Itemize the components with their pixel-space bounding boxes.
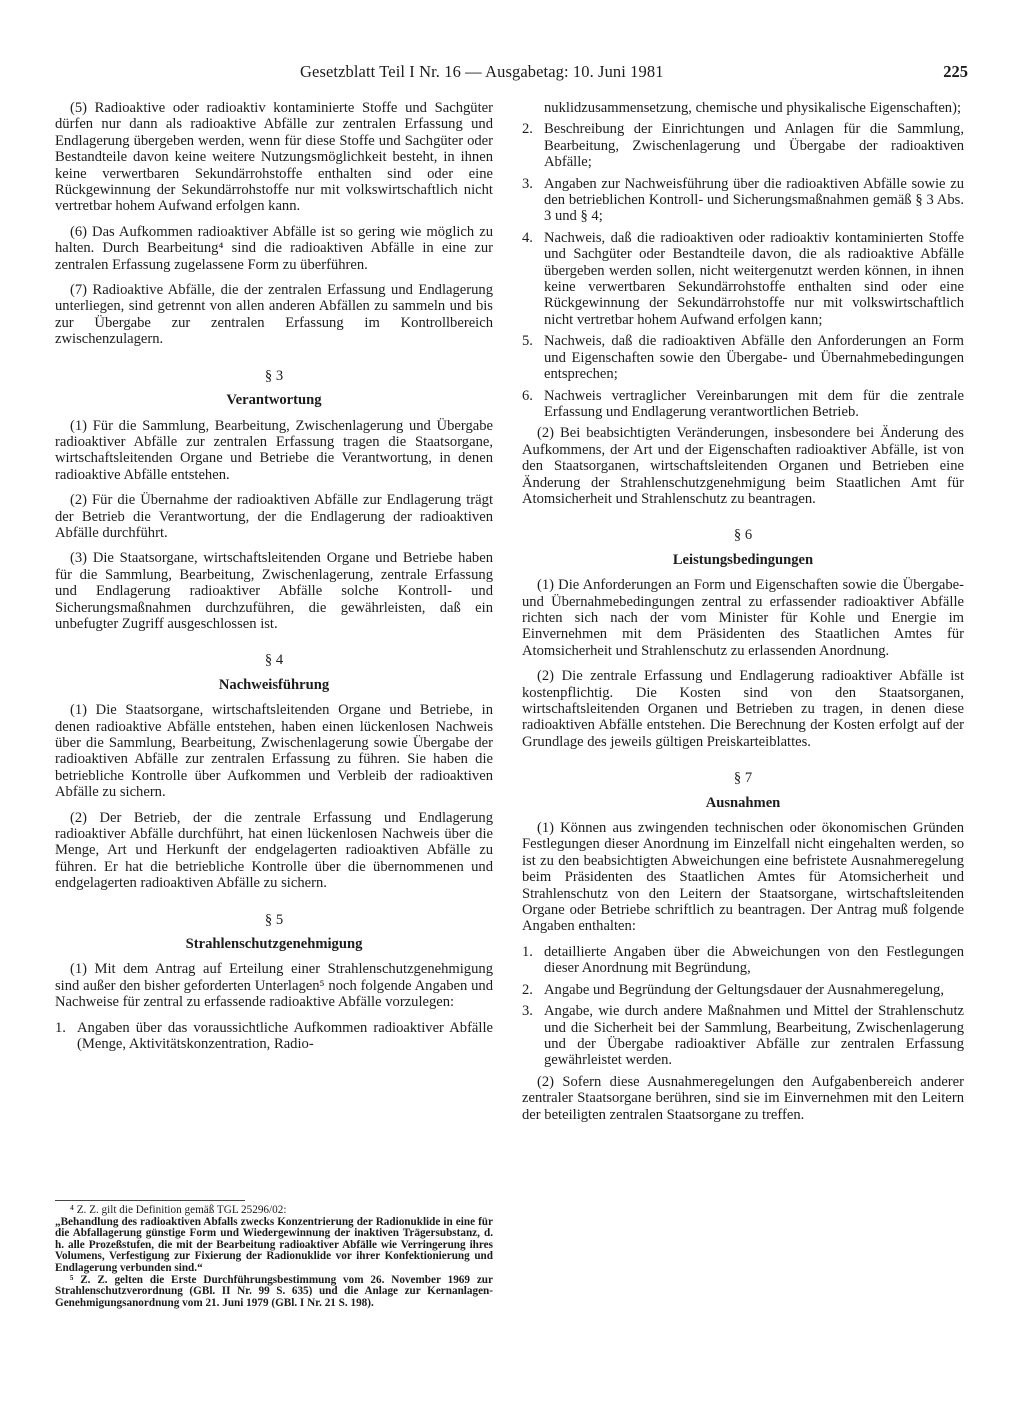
paragraph: (2) Der Betrieb, der die zentrale Erfassung und Endlagerung radioaktiver Abfälle durchführt, hat einen lückenlosen Nachweis über die Menge, Art und Herkunft der endgelagerten radioaktiven Abfälle zu führen. Er hat die betriebliche Kontrolle über die übernommenen und endgelagerten radioaktiven Abfälle zu sichern. [55,809,493,892]
list-item [522,333,964,382]
footnote-divider [55,1200,245,1201]
page-number: 225 [943,62,968,81]
paragraph: (2) Bei beabsichtigten Veränderungen, insbesondere bei Änderung des Aufkommens, der Art und der Eigenschaften radioaktiver Abfälle, ist von den Staatsorganen, wirtschaftsleitenden Organen und Betrieben eine Änderung der Strahlenschutzgenehmigung beim Staatlichen Amt für Atomsicherheit und Strahlenschutz zu beantragen. [522,425,964,507]
footnote-5-text: ⁵ Z. Z. gelten die Erste Durchführungsbestimmung vom 26. November 1969 zur Strahlenschutzverordnung (GBl. II Nr. 99 S. 635) und die Anlage zur Kernanlagen-Genehmigungsanordnung vom 21. Juni 1979 (GBl. I Nr. 21 S. 198). [55,1273,493,1309]
paragraph: (1) Die Anforderungen an Form und Eigenschaften sowie die Übergabe- und Übernahmebedingungen zentral zu erfassender radioaktiver Abfälle richten sich nach der vom Minister für Kohle und Energie im Einvernehmen mit dem Präsidenten des Staatlichen Amtes für Atomsicherheit und Strahlenschutz zu erlassenden Anordnung. [522,577,964,659]
list-item-continuation: nuklidzusammensetzung, chemische und physikalische Eigenschaften); [544,100,962,116]
section-number: § 6 [733,527,753,544]
paragraph: (1) Können aus zwingenden technischen oder ökonomischen Gründen Festlegungen dieser Anordnung im Einzelfall nicht eingehalten werden, so ist zu den beabsichtigten Abweichungen eine befristete Ausnahmeregelung beim Präsidenten des Staatlichen Amtes für Atomsicherheit und Strahlenschutz von den Leitern der Staatsorgane, wirtschaftsleitenden Organe oder Betriebe schriftlich zu beantragen. Der Antrag muß folgende Angaben enthalten: [522,820,964,935]
section-title: Verantwortung [226,392,322,409]
list-item [522,388,964,421]
list-number: 5. [522,333,533,350]
page-header [300,62,968,84]
list-text: Angabe, wie durch andere Maßnahmen und Mittel der Strahlenschutz und die Sicherheit bei der Sammlung, Bearbeitung, Zwischenlagerung und der Übergabe radioaktiver Abfälle zur zentralen Erfassung gewährleistet werden. [544,1003,964,1069]
right-column [522,100,964,1132]
left-column [55,100,493,1058]
list-text: Nachweis, daß die radioaktiven oder radioaktiv kontaminierten Stoffe und Sachgüter oder Bestandteile davon, die als radioaktive Abfälle übergeben werden sollen, nicht weitergenutzt werden können, in ihnen keine verwertbaren Sekundärrohstoffe enthalten sind oder eine Rückgewinnung der Sekundärrohstoffe nur mit volkswirtschaftlich nicht vertretbar hohem Aufwand erfolgen kann; [544,229,964,328]
list-text: Angabe und Begründung der Geltungsdauer der Ausnahmeregelung, [544,981,945,998]
list-number: 3. [522,1003,533,1020]
paragraph: (3) Die Staatsorgane, wirtschaftsleitenden Organe und Betriebe haben für die Sammlung, Bearbeitung, Zwischenlagerung, zentrale Erfassung und Endlagerung radioaktiver Abfälle solche Kontroll- und Sicherungsmaßnahmen durchzuführen, die gewährleisten, daß ein unbefugter Zugriff ausgeschlossen ist. [55,550,493,632]
section-number: § 4 [264,652,284,669]
section-number: § 3 [264,367,284,384]
list-text: Angaben über das voraussichtliche Aufkommen radioaktiver Abfälle (Menge, Aktivitätskonzentration, Radio- [77,1019,493,1053]
exceptions-list [522,944,964,1069]
list-number: 1. [55,1019,66,1036]
section-number: § 7 [733,770,753,787]
paragraph: (1) Die Staatsorgane, wirtschaftsleitenden Organe und Betriebe, in denen radioaktive Abfälle entstehen, haben einen lückenlosen Nachweis über die Sammlung, Bearbeitung, Zwischenlagerung sowie Übergabe der radioaktiven Abfälle zur zentralen Erfassung zu führen. Sie haben die betriebliche Kontrolle über Aufkommen und Verbleib der radioaktiven Abfälle zu sichern. [55,702,493,801]
gazette-title: Gesetzblatt Teil I Nr. 16 — Ausgabetag: 10. Juni 1981 [300,62,664,81]
section-title: Ausnahmen [705,794,781,811]
list-number: 4. [522,229,533,246]
list-item [522,121,964,170]
list-text: Nachweis, daß die radioaktiven Abfälle den Anforderungen an Form und Eigenschaften sowie den Übergabe- und Übernahmebedingungen entsprechen; [544,333,964,383]
list-number: 3. [522,175,533,192]
section-title: Leistungsbedingungen [672,551,814,568]
list-number: 6. [522,387,533,404]
list-text: Nachweis vertraglicher Vereinbarungen mit dem für die zentrale Erfassung und Endlagerung verantwortlichen Betrieb. [544,387,964,420]
list-item [522,1003,964,1069]
paragraph: (2) Sofern diese Ausnahmeregelungen den Aufgabenbereich anderer zentraler Staatsorgane berühren, sind sie im Einvernehmen mit den Leitern der beteiligten zentralen Staatsorgane zu treffen. [522,1073,964,1123]
section-number: § 5 [264,911,284,928]
list-item [522,176,964,225]
list-item [522,944,964,977]
requirements-list [522,121,964,420]
footnote-4-text: „Behandlung des radioaktiven Abfalls zwecks Konzentrierung der Radionuklide in eine für die Abfallagerung günstige Form und Wiedergewinnung der inaktiven Trägersubstanz, d. h. alle Prozeßstufen, die mit der Bearbeitung radioaktiver Abfälle wie Verringerung ihres Volumens, Verfestigung zur Fixierung der Radionuklide vor ihrer Konfektionierung und Endlagerung verbunden sind.“ [55,1215,493,1274]
list-text: Beschreibung der Einrichtungen und Anlagen für die Sammlung, Bearbeitung, Zwischenlagerung und Übergabe der radioaktiven Abfälle; [544,121,964,171]
footnote-4-intro: ⁴ Z. Z. gilt die Definition gemäß TGL 25296/02: [70,1204,287,1216]
paragraph: (5) Radioaktive oder radioaktiv kontaminierte Stoffe und Sachgüter dürfen nur dann als radioaktive Abfälle zur zentralen Erfassung und Endlagerung übergeben werden, wenn für diese Stoffe und Sachgüter oder Bestandteile davon keine weitere Nutzungsmöglichkeit besteht, in ihnen keine verwertbaren Sekundärrohstoffe enthalten sind oder eine Rückgewinnung der Sekundärrohstoffe nur mit volkswirtschaftlich nicht vertretbar hohem Aufwand erfolgen kann. [55,100,493,215]
paragraph: (1) Für die Sammlung, Bearbeitung, Zwischenlagerung und Übergabe radioaktiver Abfälle zur zentralen Erfassung tragen die Staatsorgane, wirtschaftsleitenden Organe und Betriebe die Verantwortung, in denen radioaktive Abfälle entstehen. [55,417,493,483]
list-item [522,230,964,328]
list-number: 2. [522,981,533,998]
paragraph: (6) Das Aufkommen radioaktiver Abfälle ist so gering wie möglich zu halten. Durch Bearbeitung⁴ sind die radioaktiven Abfälle in eine zur zentralen Erfassung zugelassene Form zu überführen. [55,223,493,273]
paragraph: (1) Mit dem Antrag auf Erteilung einer Strahlenschutzgenehmigung sind außer den bisher geforderten Unterlagen⁵ noch folgende Angaben und Nachweise für zentral zu erfassende radioaktive Abfälle vorzulegen: [55,961,493,1011]
paragraph: (2) Für die Übernahme der radioaktiven Abfälle zur Endlagerung trägt der Betrieb die Verantwortung, der die Endlagerung der radioaktiven Abfälle durchführt. [55,492,493,541]
paragraph: (2) Die zentrale Erfassung und Endlagerung radioaktiver Abfälle ist kostenpflichtig. Die Kosten sind von den Staatsorganen, wirtschaftsleitenden Organen und Betrieben zu tragen, in denen diese radioaktiven Abfälle entstehen. Die Berechnung der Kosten erfolgt auf der Grundlage des jeweils gültigen Preiskarteiblattes. [522,668,964,750]
footnotes [55,1200,493,1309]
section-title: Nachweisführung [218,676,330,693]
list-item [55,1020,493,1053]
list-number: 2. [522,121,533,138]
section-title: Strahlenschutzgenehmigung [185,936,363,953]
list-number: 1. [522,943,533,960]
paragraph: (7) Radioaktive Abfälle, die der zentralen Erfassung und Endlagerung unterliegen, sind getrennt von allen anderen Abfällen zu sammeln und bis zur Übergabe zur zentralen Erfassung im Kontrollbereich zwischenzulagern. [55,282,493,348]
list-text: Angaben zur Nachweisführung über die radioaktiven Abfälle sowie zu den betrieblichen Kontroll- und Sicherungsmaßnahmen gemäß § 3 Abs. 3 und § 4; [544,175,964,225]
list-text: detaillierte Angaben über die Abweichungen von den Festlegungen dieser Anordnung mit Begründung, [544,943,964,977]
list-item [522,982,964,998]
